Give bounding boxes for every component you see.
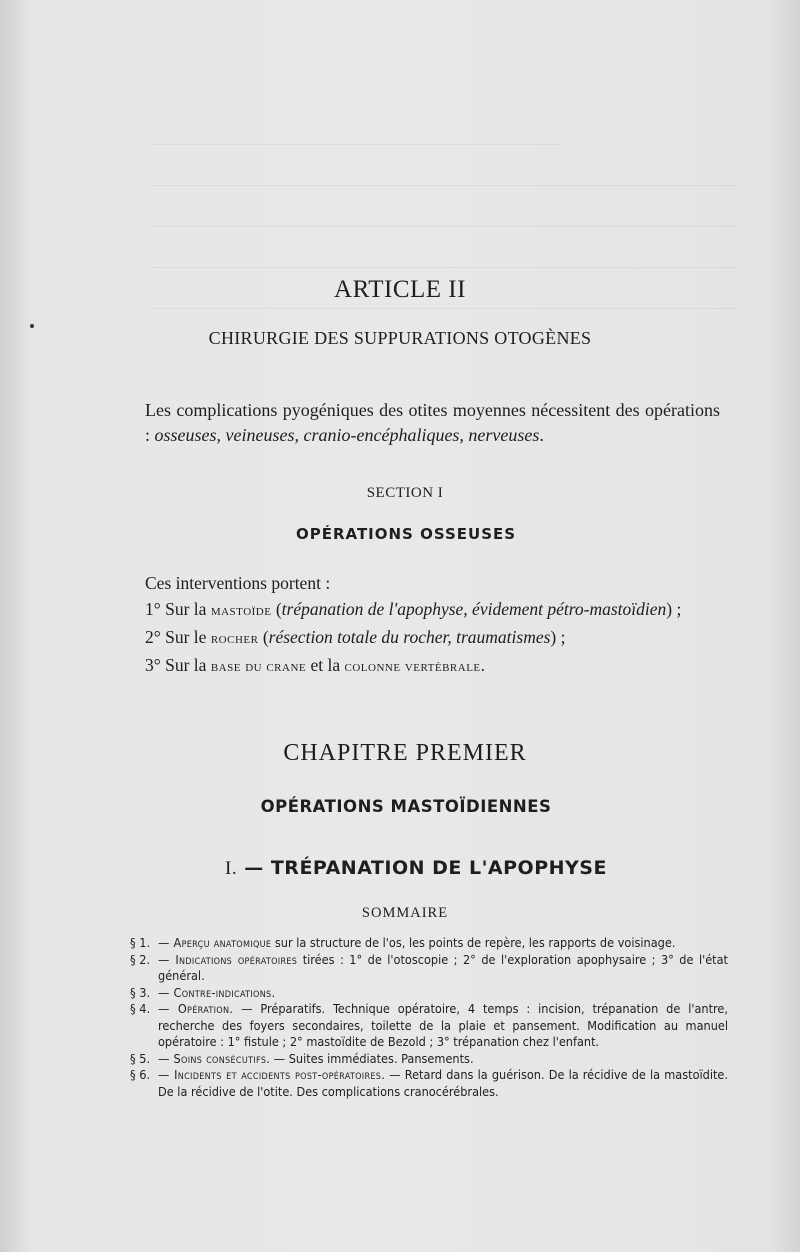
sommaire-label: SOMMAIRE [361, 905, 449, 921]
intervention-item-mastoid: 1° Sur la mastoïde (trépanation de l'apophyse, évidement pétro-mastoïdien) ; [145, 599, 682, 619]
article-subtitle: CHIRURGIE DES SUPPURATIONS OTOGÈNES [208, 328, 592, 348]
intervention-item-rocher: 2° Sur le rocher (résection totale du rocher, traumatismes) ; [145, 627, 566, 647]
chapter-title: CHAPITRE PREMIER [283, 740, 527, 766]
sommaire-item: § 4. — Opération. — Préparatifs. Technique opératoire, 4 temps : incision, trépanation de l'antre, recherche des foyers secondaires, toilette de la plaie et pansement. Modification au manuel opératoire : 1° fistule ; 2° mastoïdite de Bezold ; 3° trépanation chez l'enfant. [130, 1001, 729, 1049]
sommaire-item: § 2. — Indications opératoires tirées : 1° de l'otoscopie ; 2° de l'exploration apophysaire ; 3° de l'état général. [130, 951, 728, 983]
chapter-subtitle: OPÉRATIONS MASTOÏDIENNES [260, 797, 552, 816]
part-heading [32, 857, 800, 880]
sommaire-list [130, 935, 728, 1100]
interventions-list [145, 570, 720, 680]
sommaire-item: § 6. — Incidents et accidents post-opératoires. — Retard dans la guérison. De la récidive de la mastoïdite. De la récidive de l'otite. Des complications cranocérébrales. [130, 1067, 728, 1099]
part-title: — TRÉPANATION DE L'APOPHYSE [244, 857, 607, 879]
sommaire-item: § 3. — Contre-indications. [130, 984, 276, 1000]
intro-text-end: . [539, 425, 544, 445]
article-title: ARTICLE II [334, 276, 466, 303]
part-number: I. [225, 858, 238, 879]
sommaire-item: § 1. — Aperçu anatomique sur la structure de l'os, les points de repère, les rapports de voisinage. [130, 935, 676, 950]
section-title: OPÉRATIONS OSSEUSES [295, 525, 517, 543]
intro-operation-types: osseuses, veineuses, cranio-encéphaliques, nerveuses [154, 425, 540, 445]
intro-paragraph [145, 398, 720, 448]
section-label: SECTION I [366, 485, 444, 501]
intro-text-start: Les complications pyogéniques des otites moyennes nécessitent des opérations : [145, 400, 720, 445]
interventions-lead: Ces interventions portent : [145, 573, 331, 593]
intervention-item-base: 3° Sur la base du crane et la colonne vertébrale. [145, 655, 486, 675]
sommaire-item: § 5. — Soins consécutifs. — Suites immédiates. Pansements. [130, 1050, 474, 1066]
